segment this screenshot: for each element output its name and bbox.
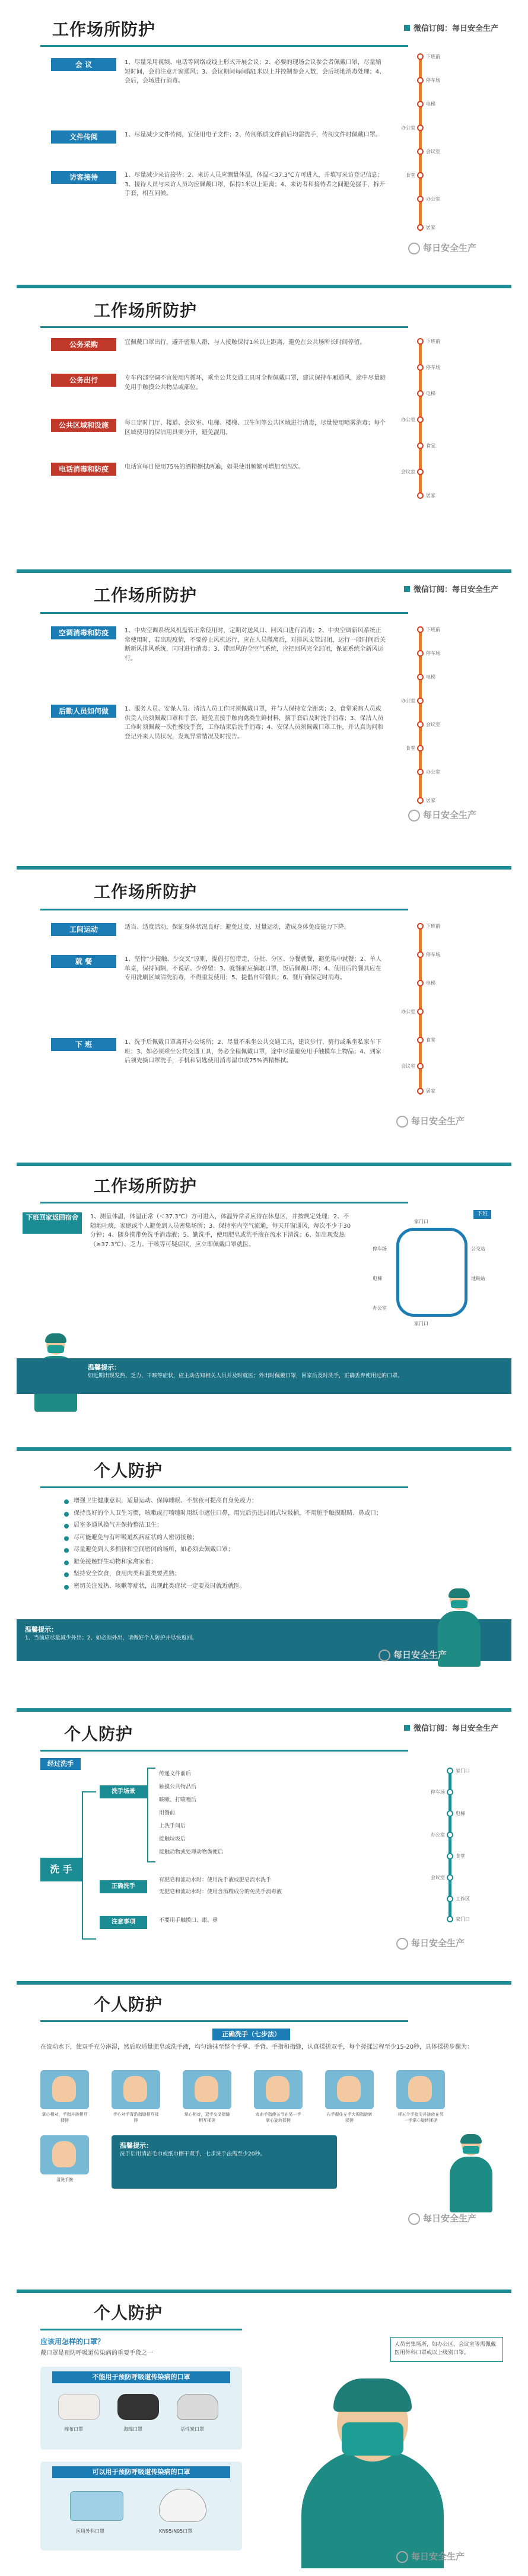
watermark-icon [378,1650,390,1661]
section-label-offwork: 下 班 [51,1038,116,1051]
list-item: 尽可能避免与有呼吸道疾病症状的人密切接触； [64,1534,444,1543]
route-map: 下班前 停车场 电梯 办公室 食堂 会议室 居家 [401,924,440,1094]
list-item: 触摸公共物品后 [159,1784,197,1790]
doctor-large-illustration [278,2378,467,2568]
list-item: 尽量避免到人多拥挤和空间密闭的场所，如必须去佩戴口罩； [64,1546,444,1555]
bad-mask-title: 不能用于预防呼吸道传染病的口罩 [52,2371,230,2383]
panel-seven-step [17,1981,511,2266]
watermark-icon [396,1116,408,1128]
section-text-visitors: 1、尽量减少来访接待；2、来访人员应测量体温，体温＜37.3℃方可进入，并填写来访登记信息；3、接待人员与来访人员均应佩戴口罩，保持1米以上距离；4、来访者和接待者之间避免握手，拆开手套，相互问候。 [125,172,386,197]
section-text-logistics: 1、服务人员、安保人员、清洁人员工作时须佩戴口罩，并与人保持安全距离；2、食堂采购人员或供货人员须佩戴口罩和手套，避免直接手触肉禽类生鲜材料，摘手套后及时洗手消毒；3、保洁人员工作时须佩戴一次性橡胶手套，工作结束后洗手消毒；4、安保人员须佩戴口罩工作，并认真询问和登记外来人员状况，发现异常情况及时报告。 [125,706,384,740]
good-mask-box [40,2462,242,2550]
list-item: 居室多通风换气并保持整洁卫生； [64,1521,444,1530]
tip-text: 如近期出现发热、乏力、干咳等症状，应主动告知相关人员并及时就医；外出时佩戴口罩，回家后及时洗手，正确丢弃使用过的口罩。 [88,1373,403,1379]
section-label-return: 下班回家返回宿舍 [23,1212,82,1234]
route-map: 下班前 停车场 电梯 办公室 食堂 会议室 居家 [401,339,440,498]
sponge-mask-image [117,2394,159,2420]
subscribe-label: 微信订阅：每日安全生产 [404,1724,498,1735]
correct-list [159,1874,349,1898]
n95-mask-image [159,2489,206,2522]
sponge-mask-label: 海绵口罩 [123,2427,142,2432]
section-label-dining: 就 餐 [51,955,116,968]
tip-title: 温馨提示： [88,1364,120,1371]
step-2-caption: 手心对手背沿指缝相互揉搓 [113,2112,159,2123]
tip-title: 温馨提示： [25,1626,58,1634]
step-7-image [40,2135,89,2174]
section-label-public-area: 公共区域和设施 [51,419,116,432]
bad-mask-box [40,2367,242,2450]
section-label-visitors: 访客接待 [51,171,116,184]
surgical-mask-label: 医用外科口罩 [76,2529,104,2534]
surgical-mask-image [70,2491,123,2521]
metro-map: 下班 家门口 停车场 电梯 办公室 公交站 地铁站 家门口 [373,1210,491,1329]
list-item: 有肥皂和流动水时：使用洗手液或肥皂流水洗手 [159,1877,272,1883]
panel-exercise-dining [17,866,511,1139]
watermark-icon [396,2551,408,2563]
carbon-mask-label: 活性炭口罩 [180,2427,204,2432]
watermark: 每日安全生产 [408,242,476,255]
step-7-caption: 清洗手腕 [56,2177,73,2182]
section-text-travel: 专车内部空调不宜使用内循环，乘坐公共交通工具时全程佩戴口罩，建议保持车厢通风，途中尽量避免用手触摸公共物品或部位。 [125,375,386,391]
panel-title: 工作场所防护 [94,882,198,902]
step-4-image [254,2070,303,2109]
watermark: 每日安全生产 [396,1115,465,1128]
section-text-aircon: 1、中央空调系统风机盘管正常使用时，定期对送风口、回风口进行消毒；2、中央空调新风系统正常使用时，若出现疫情，不要停止风机运行，应在人员撤离后，对排风支管封闭，运行一段时间后关断新风排风系统，同时进行消毒；3、带回风的全空气系统，应把回风完全封闭，保证系统全新风运行。 [125,628,386,662]
group-label-notes: 注意事项 [100,1916,147,1929]
section-text-procurement: 宜佩戴口罩出行，避开密集人群，与人接触保持1米以上距离，避免在公共场所长时间停留。 [125,339,366,346]
panel-return-home [17,1163,511,1424]
section-label-logistics: 后勤人员如何做 [51,705,116,718]
step-5-caption: 右手握住左手大拇指旋转揉搓 [326,2112,373,2123]
handwash-center: 洗 手 [40,1858,82,1881]
mask-question: 应该用怎样的口罩？ [40,2338,105,2346]
step-6-caption: 将五个手指尖并拢放在另一手掌心旋转揉搓 [397,2112,444,2123]
section-chip: 经过洗手 [40,1758,81,1770]
panel-title: 个人防护 [64,1724,133,1744]
route-map: 家门口 停车场 电梯 办公室 食堂 会议室 工作区 家门口 [431,1768,470,1922]
section-text-phone: 电话宜每日使用75%的酒精擦拭两遍，如果使用频繁可增加至四次。 [125,464,304,470]
panel-handwash-scenarios [17,1708,511,1957]
section-text-meeting: 1、尽量采用视频、电话等网络或线上形式开展会议；2、必要的现场会议参会者佩戴口罩，尽量缩短时间，会前注意开窗通风；3、会议期间每间隔1米以上并控制参会人数，会后场地消毒处理；4、会后，会场进行消毒。 [125,59,386,84]
group-label-correct: 正确洗手 [100,1880,147,1893]
list-item: 咳嗽、打喷嚏后 [159,1797,197,1803]
list-item: 保持良好的个人卫生习惯，咳嗽或打喷嚏时用纸巾遮住口鼻，用完后扔进封闭式垃圾桶，不用脏手触摸眼睛、鼻或口； [64,1510,444,1518]
notes-text: 不要用手触摸口、眼、鼻 [159,1918,218,1924]
watermark: 每日安全生产 [378,1649,447,1662]
panel-masks [17,2290,511,2568]
seven-step-title: 正确洗手（七步法） [212,2029,290,2040]
route-map: 下班前 停车场 电梯 办公室 会议室 食堂 办公室 居家 [401,627,440,803]
section-label-documents: 文件传阅 [51,130,116,144]
mask-note: 人员密集场所，如办公区、会议室等需佩戴医用外科口罩或以上级别口罩。 [390,2337,503,2362]
section-text-return: 1、测量体温，体温正常（＜37.3℃）方可进入，体温异常者应待在休息区，并按规定处理；2、不随地吐痰，家庭或个人避免到人员密集场所；3、保持室内空气流通，每天开窗通风，每次不少于30分钟；4、随身携带免洗手消毒液；5、勤洗手，使用肥皂或洗手液在流水下清洗；6、如出现发热（≥37.3℃）、乏力、干咳等可疑症状，应立即佩戴口罩就医。 [90,1214,351,1248]
tip-text: 洗手后用清洁毛巾或纸巾擦干双手，七步洗手法需至少20秒。 [120,2151,266,2157]
list-item: 坚持安全饮食，食用肉类和蛋类要煮熟； [64,1570,444,1579]
list-item: 传递文件前后 [159,1771,192,1777]
list-item: 用餐前 [159,1810,176,1816]
watermark: 每日安全生产 [396,1937,465,1950]
list-item: 无肥皂和流动水时：使用含酒精成分的免洗手消毒液 [159,1889,282,1895]
list-item: 增强卫生健康意识，适量运动、保障睡眠、不熬夜可提高自身免疫力； [64,1497,444,1506]
step-1-image [40,2070,89,2109]
section-label-meeting: 会 议 [51,58,116,71]
list-item: 上洗手间后 [159,1823,186,1829]
step-3-caption: 掌心相对，双手交叉指缝相互揉搓 [184,2112,230,2123]
section-text-dining: 1、坚持“少接触、少交叉”原则，提倡打包带走，分批、分区、分餐就餐，避免集中就餐；2、单人单桌，保持间隔，不说话、少停留；3、就餐前应摘取口罩，饭后佩戴口罩；4、使用后的餐具应在专用洗刷区域清洗消毒，不得重复使用；5、提倡自带餐具；6、餐厅确保定时消毒。 [125,956,382,981]
section-label-exercise: 工间运动 [51,923,116,936]
subscribe-label: 微信订阅：每日安全生产 [404,24,498,35]
panel-title: 工作场所防护 [94,585,198,605]
tip-title: 温馨提示： [120,2142,152,2150]
tip-box [17,1358,511,1394]
habit-list [64,1497,444,1594]
cotton-mask-image [58,2394,100,2420]
metro-map-label: 下班 [473,1210,491,1219]
section-text-exercise: 适当、适度活动，保证身体状况良好；避免过度、过量运动，造成身体免疫能力下降。 [125,924,350,931]
section-text-public-area: 每日定时门厅、楼道、会议室、电梯、楼梯、卫生间等公共区域进行消毒，尽量使用喷雾消毒；每个区域使用的保洁用具要分开，避免混用。 [125,420,386,436]
panel-title: 工作场所防护 [94,1176,198,1196]
scenario-list [159,1768,278,1859]
seven-step-intro: 在流动水下，使双手充分淋湿，然后取适量肥皂或洗手液，均匀涂抹至整个手掌、手背、手指和指缝，认真揉搓双手，每个搓揉过程至少15-20秒，具体揉搓步骤为： [40,2044,473,2050]
step-4-caption: 弯曲手指使关节在另一手掌心旋转揉搓 [255,2112,301,2123]
panel-title: 个人防护 [94,1995,163,2014]
tip-text: 1、当前应尽量减少外出；2、如必须外出，请做好个人防护并尽快返回。 [25,1635,198,1641]
watermark: 每日安全生产 [408,809,476,822]
panel-aircon-logistics [17,569,511,830]
list-item: 避免接触野生动物和家禽家畜； [64,1558,444,1567]
watermark: 每日安全生产 [408,2212,476,2225]
group-label-scenarios: 洗手场景 [100,1785,147,1798]
panel-title: 个人防护 [94,2303,163,2323]
good-mask-title: 可以用于预防呼吸道传染病的口罩 [52,2466,230,2478]
watermark-icon [408,243,420,254]
step-2-image [112,2070,160,2109]
doctor-illustration [444,2135,497,2212]
panel-title: 工作场所防护 [94,301,198,320]
section-label-travel: 公务出行 [51,374,116,387]
subscribe-label: 微信订阅：每日安全生产 [404,585,498,596]
step-1-caption: 掌心相对，手指并拢相互揉搓 [42,2112,88,2123]
cotton-mask-label: 棉布口罩 [64,2427,83,2432]
watermark: 每日安全生产 [396,2550,465,2564]
watermark-icon [408,2213,420,2225]
route-map: 下班前 停车场 电梯 办公室 会议室 食堂 办公室 居家 [401,54,440,230]
mask-answer: 戴口罩是预防呼吸道传染病的重要手段之一 [40,2350,153,2357]
list-item: 接触垃圾后 [159,1836,186,1842]
panel-meeting [17,12,511,261]
watermark-icon [408,810,420,821]
section-label-aircon: 空调消毒和防疫 [51,626,116,639]
step-6-image [396,2070,445,2109]
step-3-image [183,2070,231,2109]
list-item: 接触动物或处理动物粪便后 [159,1849,224,1855]
section-label-procurement: 公务采购 [51,338,116,351]
tip-box [112,2135,337,2189]
panel-title: 个人防护 [94,1461,163,1480]
section-text-documents: 1、尽量减少文件传阅，宜使用电子文件；2、传阅纸质文件前后均需洗手，传阅文件时佩戴口罩。 [125,132,381,138]
carbon-mask-image [177,2394,218,2420]
section-label-phone: 电话消毒和防疫 [51,463,116,476]
step-5-image [325,2070,374,2109]
watermark-icon [396,1938,408,1950]
n95-mask-label: KN95/N95口罩 [159,2529,193,2534]
list-item: 密切关注发热、咳嗽等症状，出现此类症状一定要及时就近就医。 [64,1582,444,1591]
panel-title: 工作场所防护 [52,20,156,39]
panel-public-affairs [17,285,511,516]
panel-personal-habits [17,1447,511,1673]
section-text-offwork: 1、洗手后佩戴口罩离开办公场所；2、尽量不乘坐公共交通工具，建议步行、骑行或乘坐私家车下班；3、如必须乘坐公共交通工具，务必全程佩戴口罩，途中尽量避免用手触摸车上物品；4、到家后须先摘口罩洗手，手机和钥匙使用消毒湿巾或75%酒精擦拭。 [125,1039,381,1064]
